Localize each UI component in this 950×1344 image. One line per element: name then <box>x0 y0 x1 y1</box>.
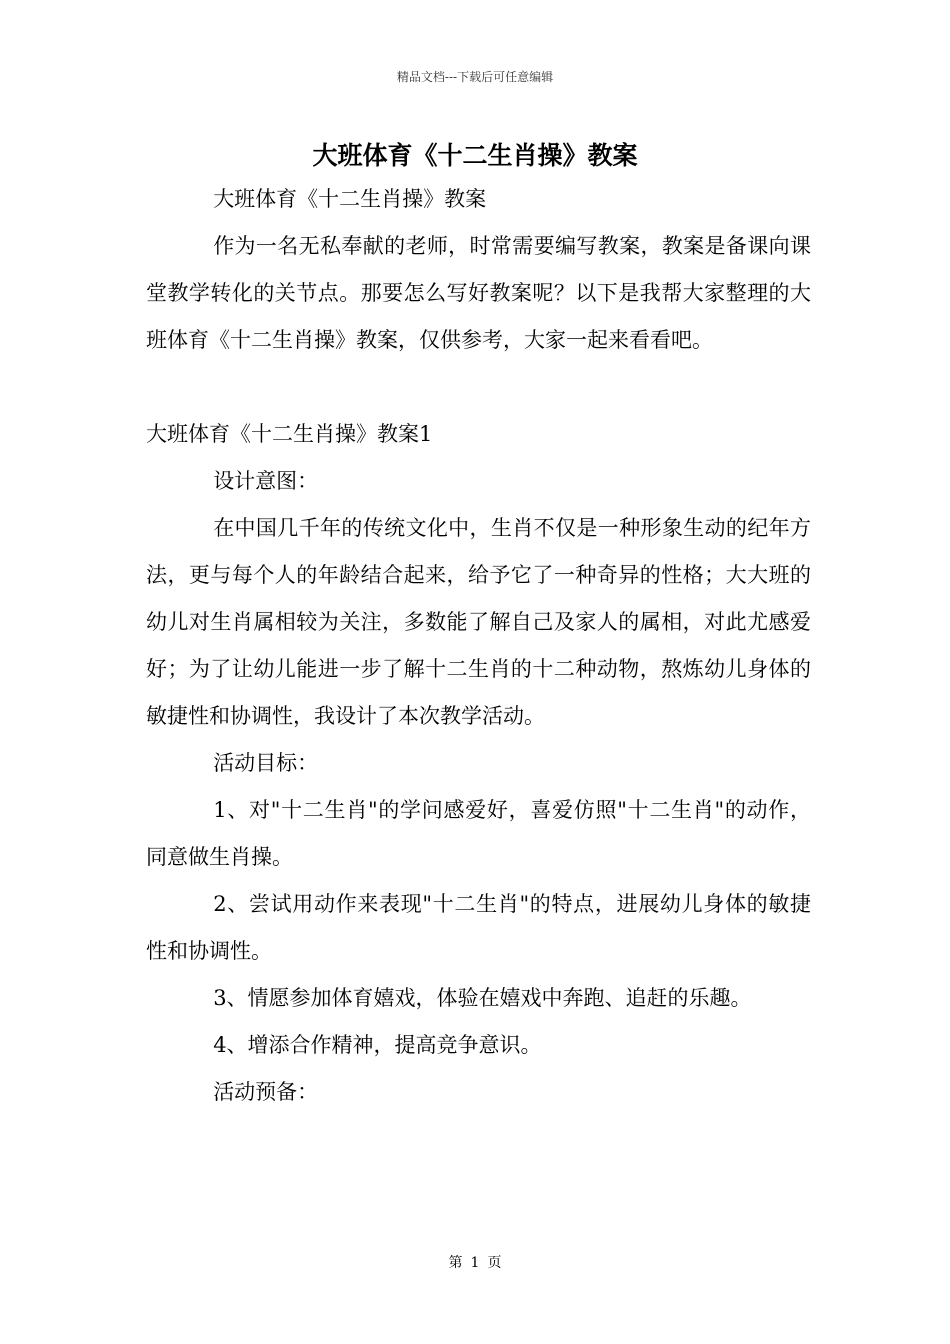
subtitle-paragraph: 大班体育《十二生肖操》教案 <box>213 187 487 211</box>
header-note: 精品文档---下载后可任意编辑 <box>396 70 554 84</box>
goal-item-3: 3、情愿参加体育嬉戏，体验在嬉戏中奔跑、追赶的乐趣。 <box>213 986 752 1010</box>
design-intent-label: 设计意图： <box>213 469 319 493</box>
preparation-label: 活动预备： <box>213 1080 319 1104</box>
goal-item-1: 1、对"十二生肖"的学问感爱好，喜爱仿照"十二生肖"的动作，同意做生肖操。 <box>146 798 811 869</box>
goal-item-4: 4、增添合作精神，提高竞争意识。 <box>213 1033 542 1057</box>
section-heading: 大班体育《十二生肖操》教案1 <box>146 422 433 446</box>
goals-label: 活动目标： <box>213 751 319 775</box>
footer-prefix: 第 <box>448 1255 463 1271</box>
paragraph-gap <box>146 364 811 411</box>
page-number: 1 <box>470 1255 480 1271</box>
footer-suffix: 页 <box>487 1255 502 1271</box>
design-intent-paragraph: 在中国几千年的传统文化中，生肖不仅是一种形象生动的纪年方法，更与每个人的年龄结合起来，给予它了一种奇异的性格；大大班的幼儿对生肖属相较为关注，多数能了解自己及家人的属相，对此尤感爱好；为了让幼儿能进一步了解十二生肖的十二种动物，熬炼幼儿身体的敏捷性和协调性，我设计了本次教学活动。 <box>146 516 811 728</box>
goal-item-2: 2、尝试用动作来表现"十二生肖"的特点，进展幼儿身体的敏捷性和协调性。 <box>146 892 811 963</box>
intro-paragraph: 作为一名无私奉献的老师，时常需要编写教案，教案是备课向课堂教学转化的关节点。那要怎么写好教案呢？以下是我帮大家整理的大班体育《十二生肖操》教案，仅供参考，大家一起来看看吧。 <box>146 234 811 352</box>
page-footer <box>0 1252 950 1272</box>
document-body <box>146 176 811 1116</box>
document-title: 大班体育《十二生肖操》教案 <box>312 141 638 170</box>
